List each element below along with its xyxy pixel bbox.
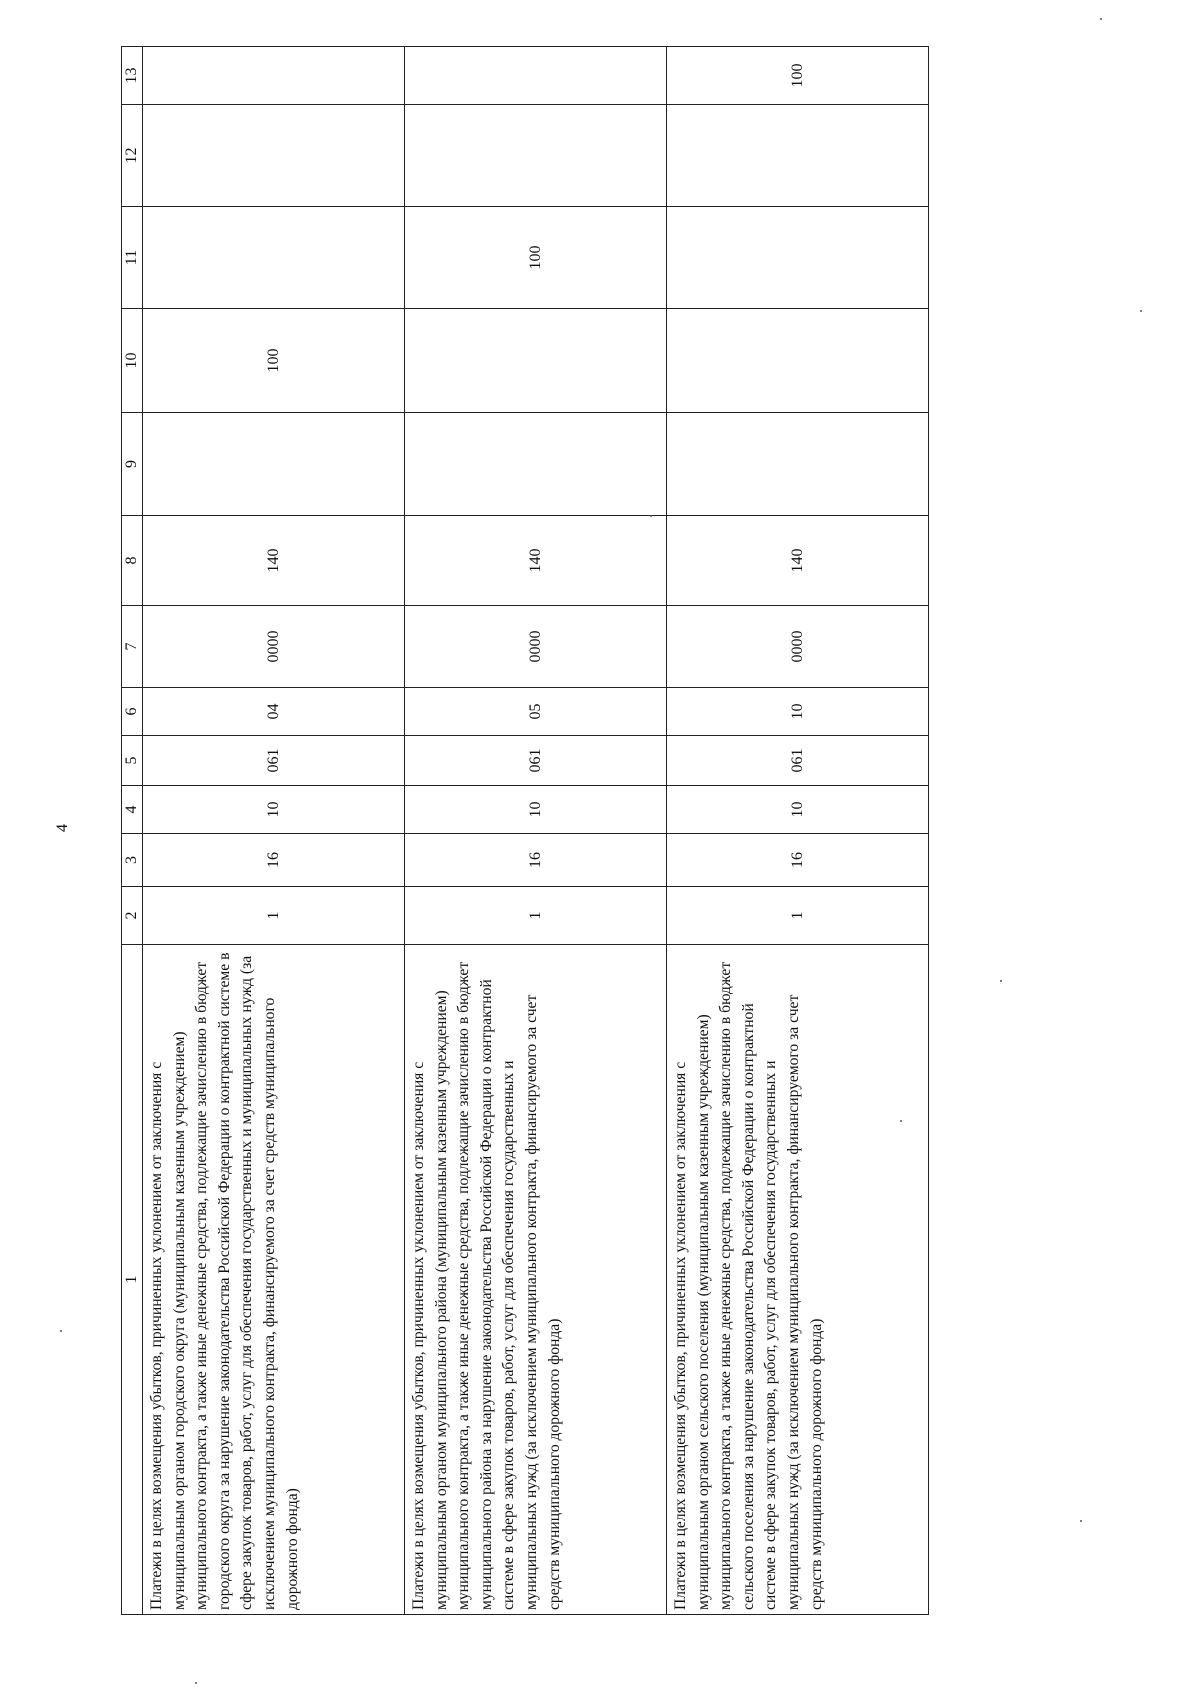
table-cell: 061: [667, 736, 929, 786]
table-cell: [143, 207, 405, 309]
scan-speck: [1100, 18, 1102, 20]
scan-speck: [1000, 980, 1002, 982]
rotated-table-container: [121, 47, 911, 1615]
table-cell: 0000: [405, 606, 667, 688]
table-cell: 10: [667, 786, 929, 834]
table-cell: 140: [667, 516, 929, 606]
table-cell: 1: [667, 887, 929, 945]
table-cell: 1: [143, 887, 405, 945]
table-cell: [667, 309, 929, 413]
table-row: [405, 47, 667, 1615]
table-cell: [405, 413, 667, 516]
table-cell: [405, 105, 667, 207]
table-cell: 10: [143, 786, 405, 834]
column-header: 1: [122, 945, 143, 1615]
table-cell: [667, 105, 929, 207]
column-header: 12: [122, 105, 143, 207]
page-number: 4: [54, 824, 71, 832]
table-cell: 100: [667, 47, 929, 105]
scan-speck: [60, 1330, 62, 1332]
column-header: 6: [122, 688, 143, 736]
column-header: 9: [122, 413, 143, 516]
table-cell: [667, 207, 929, 309]
table-cell: 100: [143, 309, 405, 413]
scan-speck: [1140, 310, 1142, 312]
table-cell: [667, 413, 929, 516]
table-row: [143, 47, 405, 1615]
table-cell: 061: [405, 736, 667, 786]
table-cell: 1: [405, 887, 667, 945]
table-cell: 061: [143, 736, 405, 786]
table-cell: 16: [405, 834, 667, 887]
column-header: 8: [122, 516, 143, 606]
table-cell: 10: [667, 688, 929, 736]
row-description: Платежи в целях возмещения убытков, причиненных уклонением от заключения с муниципальным органом городского округа (муниципальным казенным учреждением) муниципального контракта, а также иные денежные средства, подлежащие зачислению в бюджет городского округа за нарушение законодательства Российской Федерации о контрактной системе в сфере закупок товаров, работ, услуг для обеспечения государственных и муниципальных нужд (за исключением муниципального контракта, финансируемого за счет средств муниципального дорожного фонда): [143, 945, 405, 1615]
table-row: [667, 47, 929, 1615]
scan-speck: [195, 1682, 197, 1684]
scan-speck: [1080, 1520, 1082, 1522]
table-cell: 140: [405, 516, 667, 606]
table-cell: [405, 47, 667, 105]
scan-speck: [900, 1120, 902, 1122]
column-header: 3: [122, 834, 143, 887]
scan-speck: [650, 515, 652, 517]
table-cell: [143, 47, 405, 105]
row-description: Платежи в целях возмещения убытков, причиненных уклонением от заключения с муниципальным органом муниципального района (муниципальным казенным учреждением) муниципального контракта, а также иные денежные средства, подлежащие зачислению в бюджет муниципального района за нарушение законодательства Российской Федерации о контрактной системе в сфере закупок товаров, работ, услуг для обеспечения государственных и муниципальных нужд (за исключением муниципального контракта, финансируемого за счет средств муниципального дорожного фонда): [405, 945, 667, 1615]
column-header: 5: [122, 736, 143, 786]
row-description: Платежи в целях возмещения убытков, причиненных уклонением от заключения с муниципальным органом сельского поселения (муниципальным казенным учреждением) муниципального контракта, а также иные денежные средства, подлежащие зачислению в бюджет сельского поселения за нарушение законодательства Российской Федерации о контрактной системе в сфере закупок товаров, работ, услуг для обеспечения государственных и муниципальных нужд (за исключением муниципального контракта, финансируемого за счет средств муниципального дорожного фонда): [667, 945, 929, 1615]
budget-classification-table: [121, 46, 929, 1615]
column-header: 7: [122, 606, 143, 688]
column-header: 4: [122, 786, 143, 834]
table-cell: 0000: [143, 606, 405, 688]
table-cell: 05: [405, 688, 667, 736]
table-cell: [405, 309, 667, 413]
column-header: 10: [122, 309, 143, 413]
header-row: [122, 47, 143, 1615]
table-cell: 04: [143, 688, 405, 736]
table-cell: [143, 413, 405, 516]
column-header: 2: [122, 887, 143, 945]
table-cell: 100: [405, 207, 667, 309]
table-cell: 140: [143, 516, 405, 606]
table-cell: 0000: [667, 606, 929, 688]
column-header: 11: [122, 207, 143, 309]
column-header: 13: [122, 47, 143, 105]
table-cell: [143, 105, 405, 207]
table-cell: 16: [143, 834, 405, 887]
table-cell: 10: [405, 786, 667, 834]
table-cell: 16: [667, 834, 929, 887]
